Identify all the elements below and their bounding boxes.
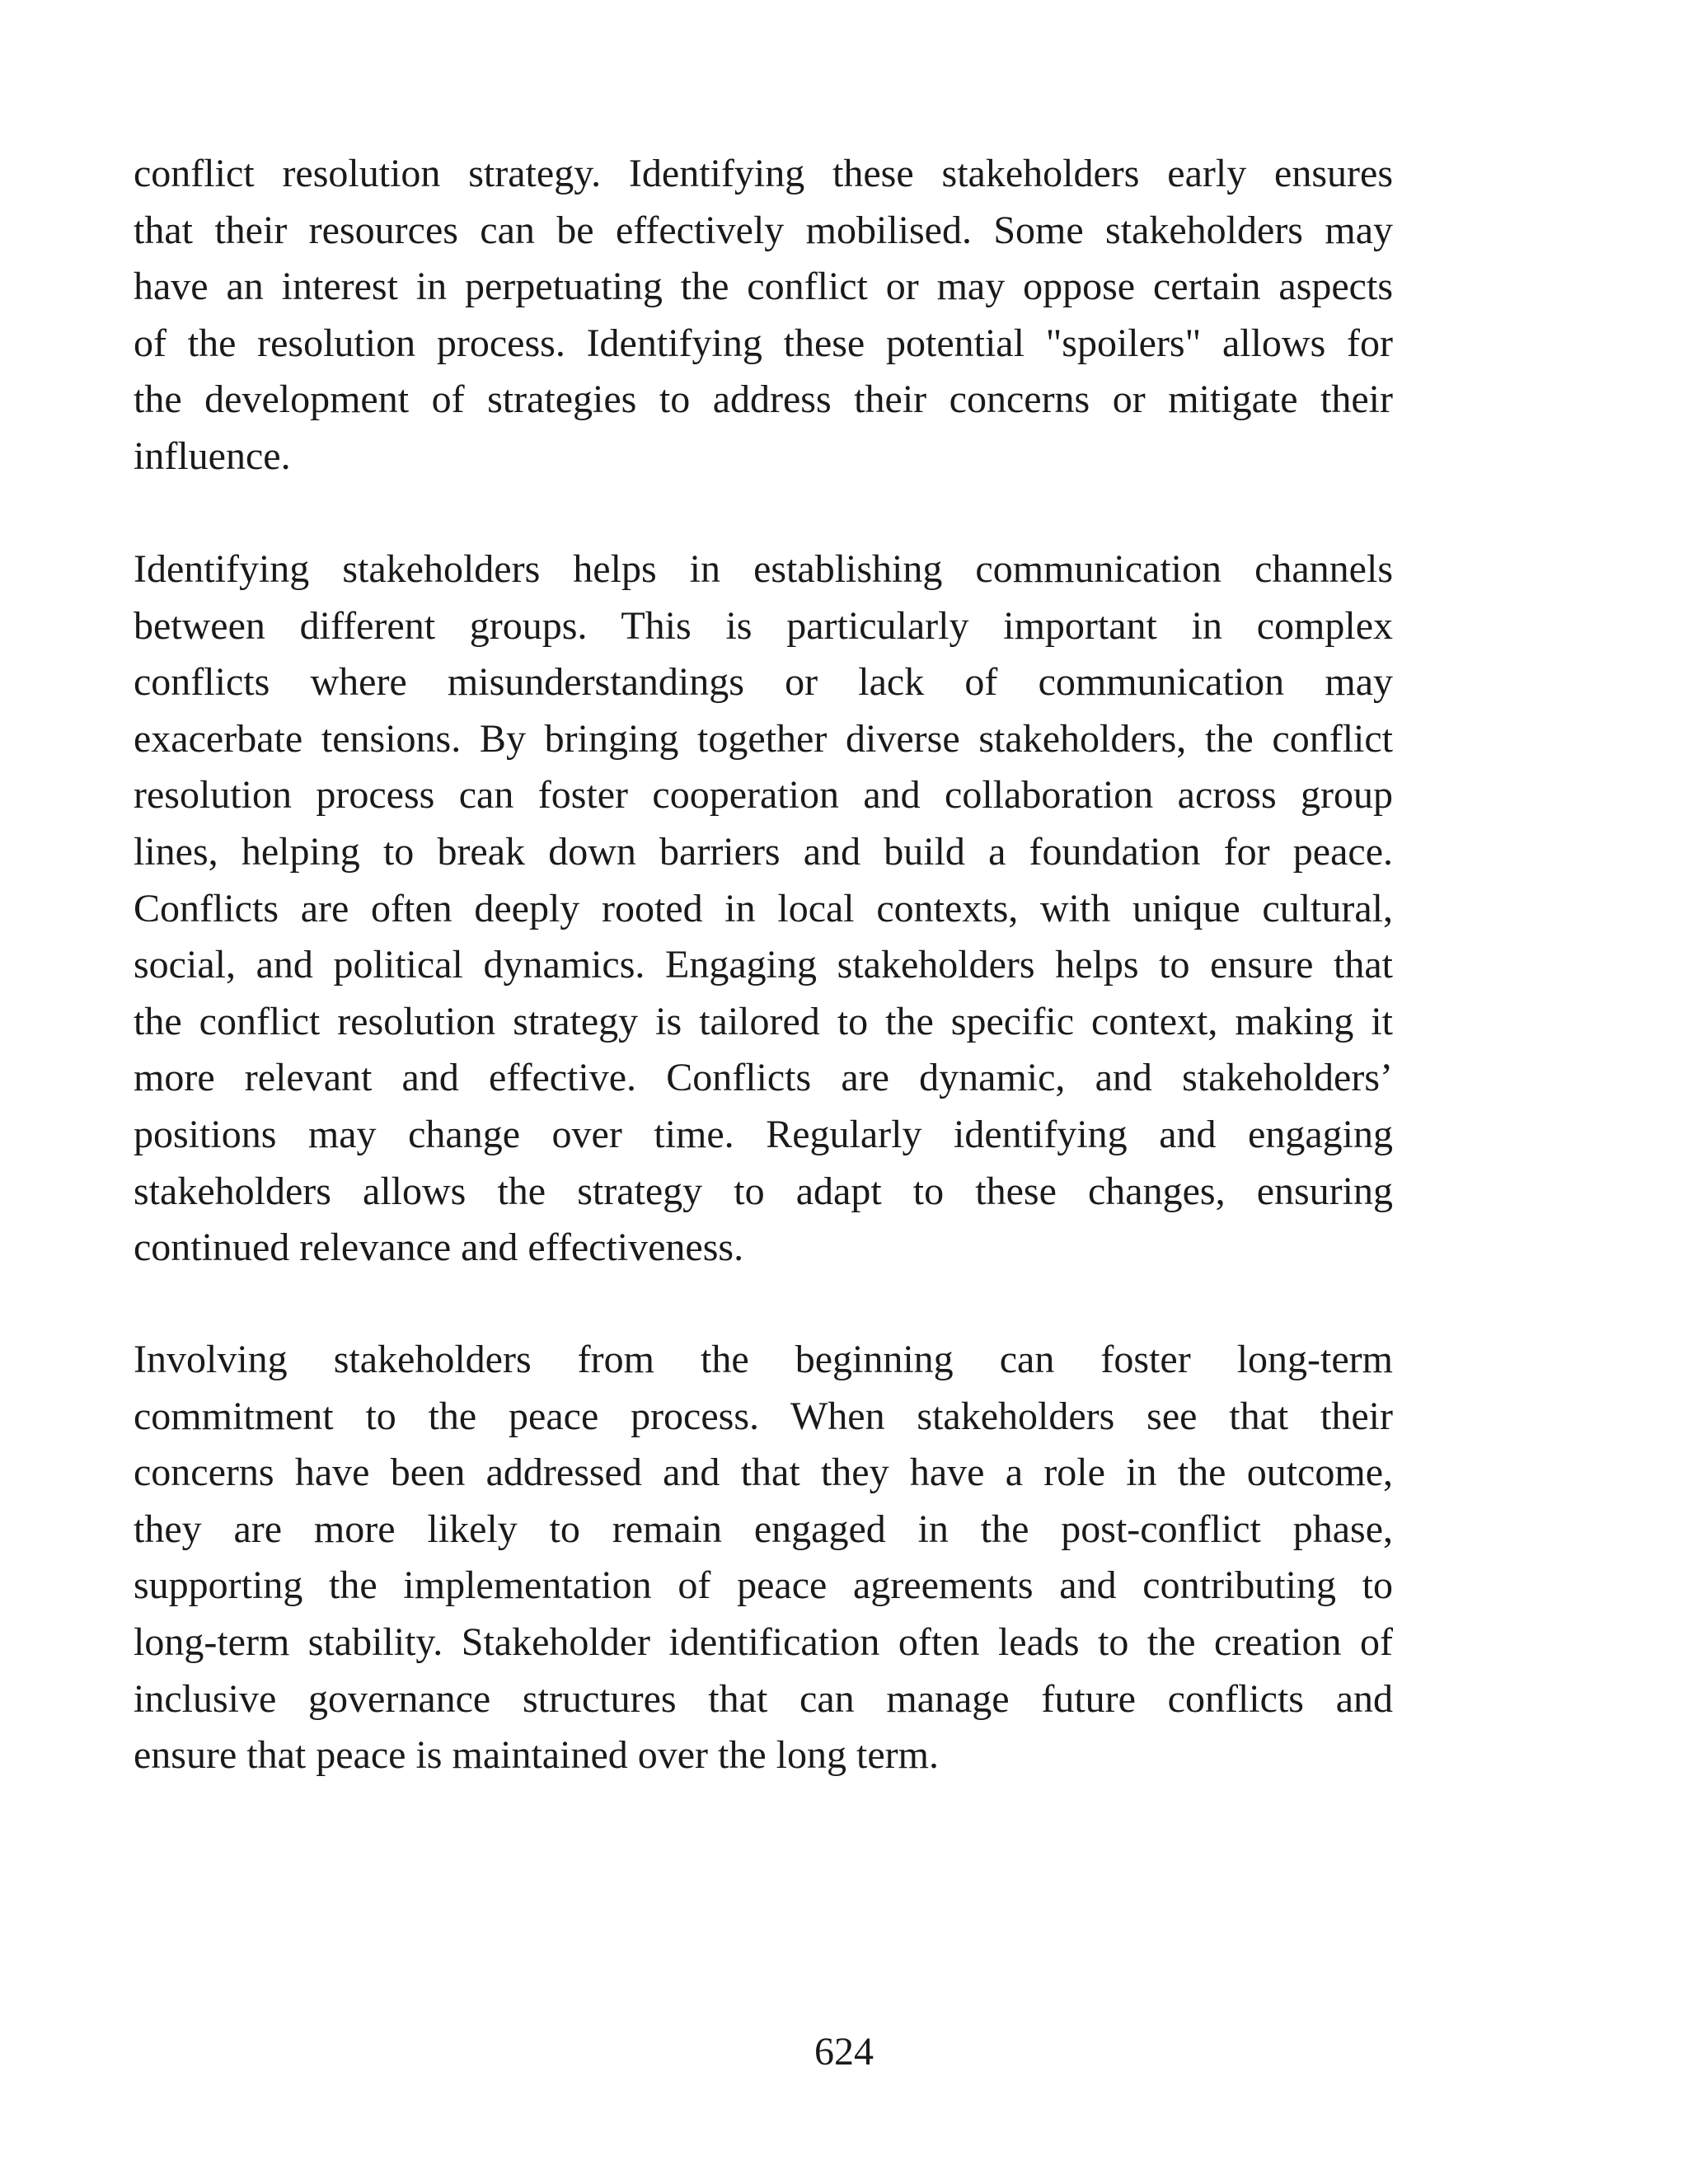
text-line: ensure that peace is maintained over the long term. [134,1733,939,1778]
text-line: long-term stability. Stakeholder identification often leads to the creation of [134,1619,1393,1664]
text-line: commitment to the peace process. When stakeholders see that their [134,1394,1393,1438]
text-line: stakeholders allows the strategy to adapt to these changes, ensuring [134,1169,1393,1213]
page-number: 624 [814,2030,874,2074]
text-line: positions may change over time. Regularly identifying and engaging [134,1112,1393,1156]
text-line: more relevant and effective. Conflicts are dynamic, and stakeholders’ [134,1056,1393,1100]
text-line: Identifying stakeholders helps in establishing communication channels [134,547,1393,591]
text-line: of the resolution process. Identifying these potential "spoilers" allows for [134,321,1393,365]
text-line: that their resources can be effectively mobilised. Some stakeholders may [134,208,1393,252]
text-line: Conflicts are often deeply rooted in local contexts, with unique cultural, [134,886,1393,930]
text-line: continued relevance and effectiveness. [134,1226,744,1270]
text-line: social, and political dynamics. Engaging stakeholders helps to ensure that [134,943,1393,987]
text-line: exacerbate tensions. By bringing together diverse stakeholders, the conflict [134,716,1393,761]
paragraph-2 [134,541,1393,1277]
text-line: they are more likely to remain engaged in the post-conflict phase, [134,1507,1393,1551]
text-line: between different groups. This is particularly important in complex [134,603,1393,648]
text-line: influence. [134,434,291,478]
text-line: supporting the implementation of peace agreements and contributing to [134,1563,1393,1608]
text-line: conflict resolution strategy. Identifying these stakeholders early ensures [134,152,1393,195]
text-line: have an interest in perpetuating the conflict or may oppose certain aspects [134,265,1393,309]
text-line: the conflict resolution strategy is tailored to the specific context, making it [134,999,1393,1043]
text-line: resolution process can foster cooperation and collaboration across group [134,773,1393,818]
text-line: lines, helping to break down barriers and build a foundation for peace. [134,829,1393,874]
text-line: conflicts where misunderstandings or lack of communication may [134,660,1393,705]
paragraph-1 [134,146,1393,485]
text-line: concerns have been addressed and that they have a role in the outcome, [134,1451,1393,1495]
text-line: inclusive governance structures that can manage future conflicts and [134,1676,1393,1721]
paragraph-3 [134,1332,1393,1784]
text-line: the development of strategies to address their concerns or mitigate their [134,377,1393,422]
text-line: Involving stakeholders from the beginning can foster long-term [134,1338,1393,1381]
